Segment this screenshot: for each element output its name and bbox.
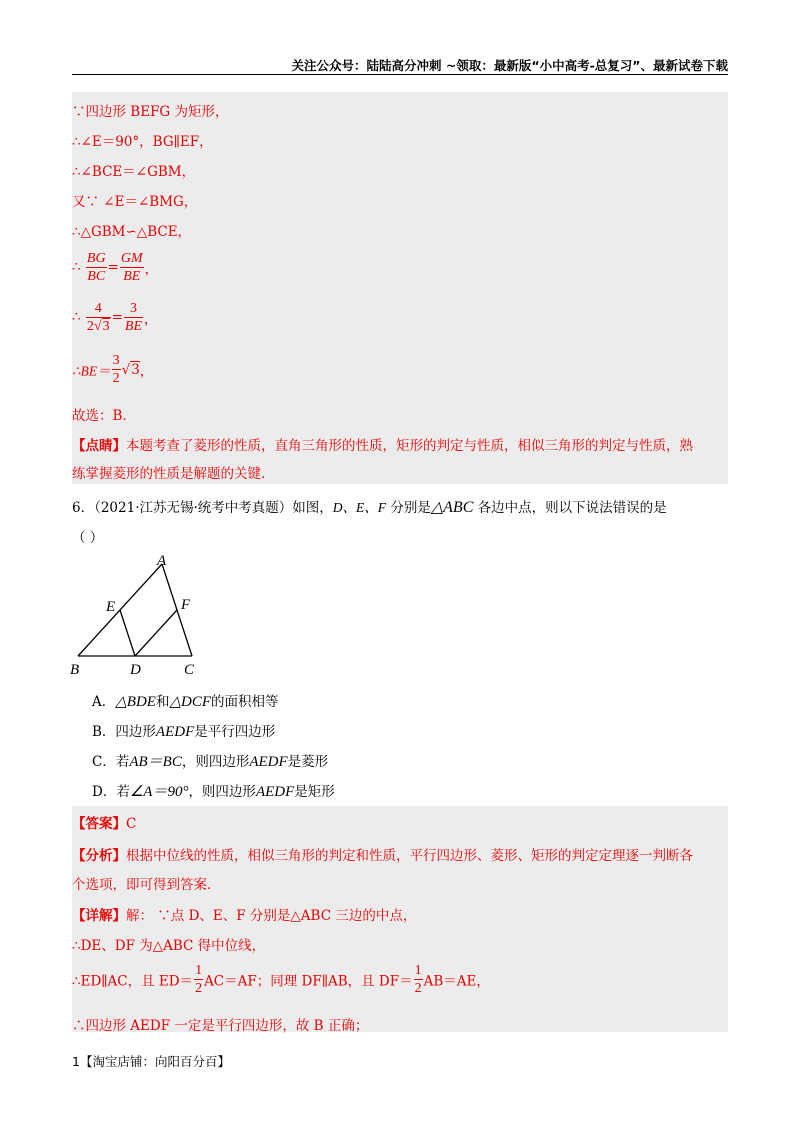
label-f: F xyxy=(181,597,191,613)
sol-line-4: 又∵ ∠E＝∠BMG， xyxy=(72,194,198,210)
sqrt-symbol: √3 xyxy=(121,361,140,378)
header-rule xyxy=(72,74,728,75)
sqrt-symbol: √3 xyxy=(93,319,110,334)
comment-line-1: 【点睛】本题考查了菱形的性质，直角三角形的性质，矩形的判定与性质，相似三角形的判定与性质，熟 xyxy=(72,438,693,454)
label-e: E xyxy=(106,599,116,615)
option-b[interactable]: B．四边形AEDF是平行四边形 xyxy=(92,724,276,740)
sol-line-1: ∵四边形 BEFG 为矩形， xyxy=(72,104,229,120)
fraction-4-2sqrt3: $\frac{4}{2√3}$ xyxy=(86,301,110,334)
fraction-3-2: $\frac{3}{2}$ xyxy=(112,353,120,386)
fraction-3-be: $\frac{3}{BE}$ xyxy=(124,301,142,334)
segment-df xyxy=(135,610,177,656)
detail-line-2: ∴DE、DF 为△ABC 得中位线， xyxy=(72,938,266,954)
option-d[interactable]: D．若∠A＝90°，则四边形AEDF是矩形 xyxy=(92,784,335,800)
comment-line-2: 练掌握菱形的性质是解题的关键． xyxy=(72,466,275,482)
triangle-figure xyxy=(68,552,218,682)
detail-line-3: ∴ED∥AC，且 ED＝ $\frac{1}{2}$ AC＝AF；同理 DF∥AB，且 DF＝ $\frac{1}{2}$ AB＝AE， xyxy=(72,963,490,996)
page-footer: 1【淘宝店铺：向阳百分百】 xyxy=(72,1054,230,1069)
choose-line: 故选：B． xyxy=(72,408,136,424)
analysis-line-1: 【分析】根据中位线的性质，相似三角形的判定和性质，平行四边形、菱形、矩形的判定定理逐一判断各 xyxy=(72,848,693,864)
label-d: D xyxy=(130,662,141,678)
fraction-1-2: $\frac{1}{2}$ xyxy=(195,963,203,996)
answer-line: 【答案】C xyxy=(72,816,137,832)
option-c[interactable]: C．若AB＝BC，则四边形AEDF是菱形 xyxy=(92,754,329,770)
solution-shade-top xyxy=(72,92,728,484)
sol-line-3: ∴∠BCE＝∠GBM， xyxy=(72,164,196,180)
option-a[interactable]: A．△BDE和△DCF的面积相等 xyxy=(92,694,279,710)
fraction-1-2: $\frac{1}{2}$ xyxy=(414,963,422,996)
segment-ed xyxy=(120,610,135,656)
fraction-gm-be: $\frac{GM}{BE}$ xyxy=(120,251,143,284)
sol-line-8: ∴BE＝ $\frac{3}{2}$ √3， xyxy=(72,353,154,386)
question-6-stem: 6．（2021·江苏无锡·统考中考真题）如图，D、E、F 分别是△ABC 各边中点，则以下说法错误的是 xyxy=(72,499,667,516)
analysis-line-2: 个选项，即可得到答案． xyxy=(72,877,221,893)
question-6-paren: （ ） xyxy=(72,530,104,546)
label-b: B xyxy=(70,662,80,678)
sol-line-7: ∴ $\frac{4}{2√3}$ = $\frac{3}{BE}$ ， xyxy=(72,301,158,334)
page-header: 关注公众号：陆陆高分冲刺 ~领取：最新版“小中高考-总复习”、最新试卷下载 xyxy=(291,58,728,73)
sol-line-6: ∴ $\frac{BG}{BC}$ = $\frac{GM}{BE}$ ， xyxy=(72,251,159,284)
label-a: A xyxy=(157,553,167,569)
detail-line-1: 【详解】解： ∵点 D、E、F 分别是△ABC 三边的中点， xyxy=(72,908,417,924)
sol-line-5: ∴△GBM∽△BCE， xyxy=(72,224,192,240)
detail-line-4: ∴四边形 AEDF 一定是平行四边形，故 B 正确； xyxy=(72,1018,369,1034)
fraction-bg-bc: $\frac{BG}{BC}$ xyxy=(86,251,106,284)
label-c: C xyxy=(184,662,195,678)
sol-line-2: ∴∠E＝90°，BG∥EF， xyxy=(72,134,213,150)
